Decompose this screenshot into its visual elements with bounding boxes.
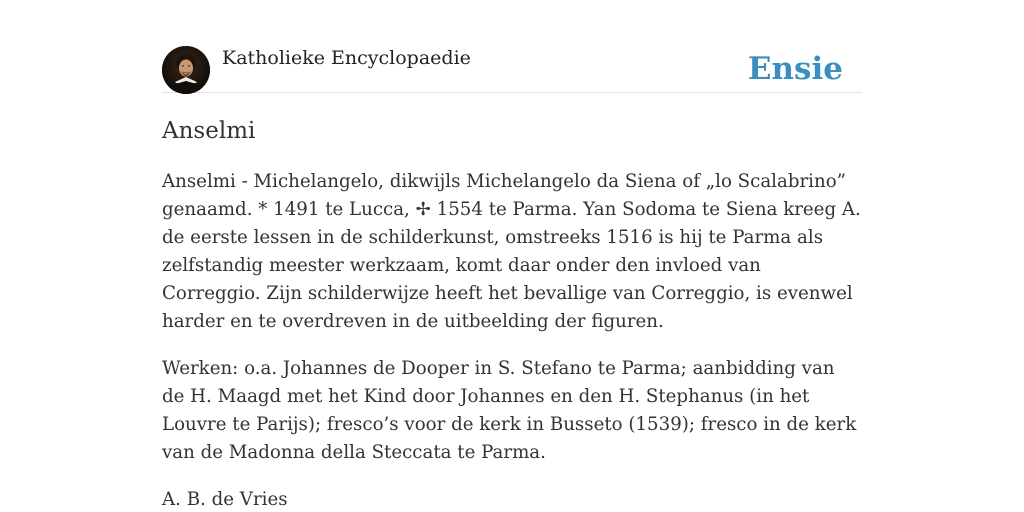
portrait-icon	[162, 46, 210, 94]
article-body	[162, 168, 862, 512]
article-paragraph: Werken: o.a. Johannes de Dooper in S. Stefano te Parma; aanbidding van de H. Maagd met het Kind door Johannes en den H. Stephanus (in het Louvre te Parijs); fresco’s voor de kerk in Busseto (1539); fresco in de kerk van de Madonna della Steccata te Parma.	[162, 358, 857, 463]
site-name[interactable]: Katholieke Encyclopaedie	[222, 47, 471, 69]
site-header	[162, 46, 862, 93]
brand-logo-link[interactable]: Ensie	[747, 51, 843, 87]
article-title: Anselmi	[162, 118, 256, 144]
page	[162, 0, 862, 512]
portrait-avatar[interactable]	[162, 46, 210, 94]
article-paragraph: Anselmi - Michelangelo, dikwijls Michelangelo da Siena of „lo Scalabrino” genaamd. * 1491 te Lucca, ✢ 1554 te Parma. Yan Sodoma te Siena kreeg A. de eerste lessen in de schilderkunst, omstreeks 1516 is hij te Parma als zelfstandig meester werkzaam, komt daar onder den invloed van Correggio. Zijn schilderwijze heeft het bevallige van Correggio, is evenwel harder en te overdreven in de uitbeelding der figuren.	[162, 171, 861, 332]
article-author: A. B. de Vries	[162, 489, 288, 510]
